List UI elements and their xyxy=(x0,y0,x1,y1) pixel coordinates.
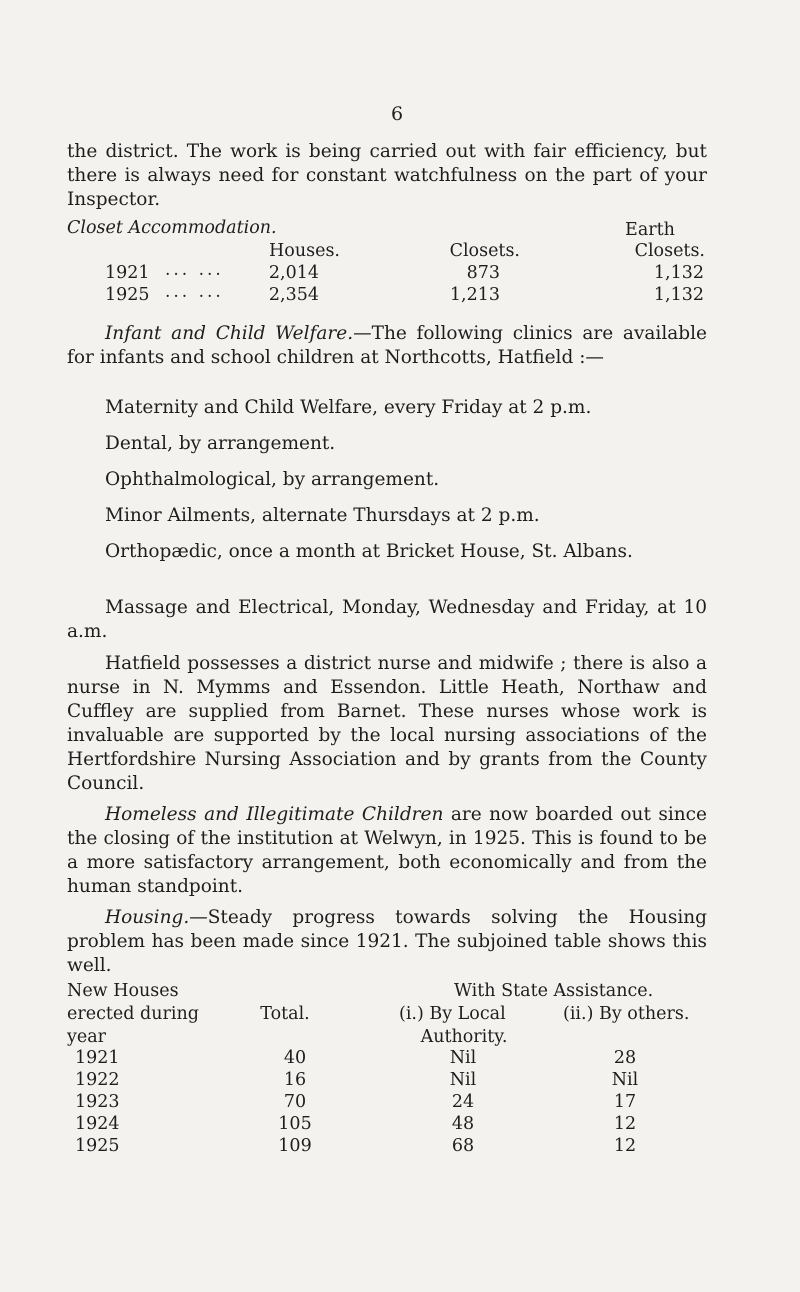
housing-row-others: 12 xyxy=(613,1114,637,1134)
housing-paragraph xyxy=(67,906,707,978)
clinic-item: Maternity and Child Welfare, every Friday at 2 p.m. xyxy=(105,397,592,418)
massage-text: Massage and Electrical, Monday, Wednesday and Friday, at 10 a.m. xyxy=(67,597,707,642)
nursing-text: Hatfield possesses a district nurse and midwife ; there is also a nurse in N. Mymms and Essendon. Little Heath, Northaw and Cuffley are supplied from Barnet. These nurses whose work is invaluable are supported by the local nursing associations of the Hertfordshire Nursing Association and by grants from the County Council. xyxy=(67,653,707,794)
closet-col-earth-bottom: Closets. xyxy=(634,241,705,261)
orthopaedic-text: Orthopædic, once a month at Bricket House, St. Albans. xyxy=(105,541,633,562)
page-number: 6 xyxy=(391,103,404,125)
closet-col-earth-top: Earth xyxy=(625,220,675,240)
closet-row-earth: 1,132 xyxy=(653,263,704,283)
housing-text: —Steady progress towards solving the Housing problem has been made since 1921. The subjoined table shows this well. xyxy=(67,907,707,976)
housing-heading: Housing. xyxy=(105,907,190,928)
closet-row-closets: 1,213 xyxy=(449,285,500,305)
closet-col-closets: Closets. xyxy=(449,241,520,261)
housing-head-new-houses: New Houses xyxy=(67,981,179,1001)
intro-paragraph: the district. The work is being carried out with fair efficiency, but there is always need for constant watchfulness on the part of your Inspector. xyxy=(67,141,707,210)
clinic-item: Ophthalmological, by arrangement. xyxy=(105,469,440,490)
closet-col-houses: Houses. xyxy=(269,241,340,261)
closet-heading: Closet Accommodation. xyxy=(67,218,277,238)
leader-dots: ... ... xyxy=(165,282,224,302)
closet-row-year: 1925 xyxy=(105,285,150,305)
closet-row-houses: 2,354 xyxy=(268,285,319,305)
housing-row-year: 1922 xyxy=(75,1070,120,1090)
housing-row-year: 1923 xyxy=(75,1092,120,1112)
leader-dots: ... ... xyxy=(165,260,224,280)
housing-head-authority: Authority. xyxy=(420,1027,508,1047)
housing-head-total: Total. xyxy=(260,1004,310,1024)
closet-row-year: 1921 xyxy=(105,263,150,283)
closet-row-earth: 1,132 xyxy=(653,285,704,305)
housing-row-year: 1925 xyxy=(75,1136,120,1156)
housing-row-others: 17 xyxy=(613,1092,637,1112)
clinic-item: Dental, by arrangement. xyxy=(105,433,336,454)
housing-row-others: 12 xyxy=(613,1136,637,1156)
infant-paragraph xyxy=(67,322,707,370)
housing-head-state: With State Assistance. xyxy=(454,981,654,1001)
massage-paragraph xyxy=(67,596,707,644)
housing-row-local: 68 xyxy=(451,1136,475,1156)
housing-row-total: 105 xyxy=(278,1114,312,1134)
orthopaedic-paragraph xyxy=(67,540,707,564)
housing-row-local: 24 xyxy=(451,1092,475,1112)
infant-text: —The following clinics are available for infants and school children at Northcotts, Hatfield :— xyxy=(67,323,707,368)
housing-row-local: 48 xyxy=(451,1114,475,1134)
housing-row-others: Nil xyxy=(611,1070,639,1090)
closet-row-closets: 873 xyxy=(466,263,500,283)
infant-heading: Infant and Child Welfare. xyxy=(105,323,354,344)
housing-head-year: year xyxy=(67,1027,107,1047)
housing-row-total: 109 xyxy=(278,1136,312,1156)
closet-row-houses: 2,014 xyxy=(268,263,319,283)
housing-row-total: 40 xyxy=(283,1048,307,1068)
housing-row-local: Nil xyxy=(449,1070,477,1090)
housing-head-local: (i.) By Local xyxy=(399,1004,506,1024)
housing-head-others: (ii.) By others. xyxy=(563,1004,690,1024)
clinic-item: Minor Ailments, alternate Thursdays at 2 p.m. xyxy=(105,505,540,526)
homeless-paragraph xyxy=(67,803,707,899)
housing-row-year: 1921 xyxy=(75,1048,120,1068)
housing-row-others: 28 xyxy=(613,1048,637,1068)
housing-row-total: 16 xyxy=(283,1070,307,1090)
nursing-paragraph xyxy=(67,652,707,796)
housing-row-year: 1924 xyxy=(75,1114,120,1134)
homeless-heading: Homeless and Illegitimate Children xyxy=(105,804,444,825)
homeless-text: are now boarded out since the closing of the institution at Welwyn, in 1925. This is found to be a more satisfactory arrangement, both economically and from the human standpoint. xyxy=(67,804,707,897)
housing-head-erected: erected during xyxy=(67,1004,199,1024)
housing-row-total: 70 xyxy=(283,1092,307,1112)
housing-row-local: Nil xyxy=(449,1048,477,1068)
